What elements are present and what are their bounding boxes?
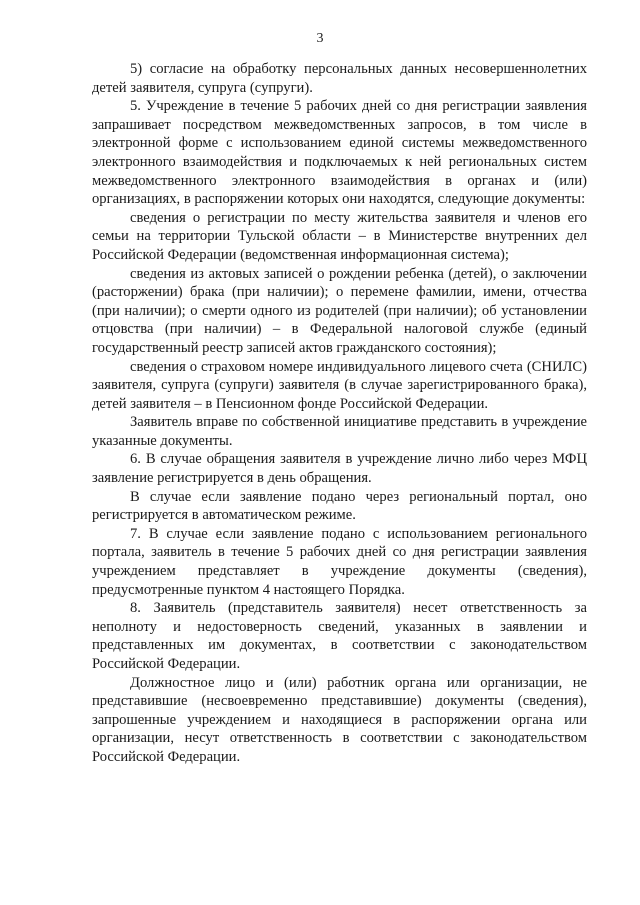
paragraph-official-responsibility: Должностное лицо и (или) работник органа или организации, не представившие (несвоевременно представившие) документы (сведения), запрошенные учреждением и находящиеся в распоряжении органа или организации, несут ответственность в соответствии с законодательством Российской Федерации. <box>92 674 587 765</box>
page-number: 3 <box>316 31 324 46</box>
paragraph-registration-info: сведения о регистрации по месту жительства заявителя и членов его семьи на территории Тульской области – в Министерстве внутренних дел Российской Федерации (ведомственная информационная система); <box>92 209 587 263</box>
paragraph-item-6-registration: 6. В случае обращения заявителя в учреждение лично либо через МФЦ заявление регистрируется в день обращения. <box>92 451 587 487</box>
paragraph-consent-personal-data: 5) согласие на обработку персональных данных несовершеннолетних детей заявителя, супруга (супруги). <box>92 61 587 96</box>
paragraph-civil-records-info: сведения из актовых записей о рождении ребенка (детей), о заключении (расторжении) брака (при наличии); о перемене фамилии, имени, отчества (при наличии); о смерти одного из родителей (при наличии); об установлении отцовства (при наличии) – в Федеральной налоговой службе (единый государственный реестр записей актов гражданского состояния); <box>92 265 587 356</box>
paragraph-portal-registration: В случае если заявление подано через региональный портал, оно регистрируется в автоматическом режиме. <box>92 488 587 524</box>
paragraph-own-initiative: Заявитель вправе по собственной инициативе представить в учреждение указанные документы. <box>92 414 587 449</box>
paragraph-item-5-interagency-requests: 5. Учреждение в течение 5 рабочих дней со дня регистрации заявления запрашивает посредством межведомственных запросов, в том числе в электронной форме с использованием единой системы межведомственного электронного взаимодействия и подключаемых к ней региональных систем межведомственного электронного взаимодействия в органах и (или) организациях, в распоряжении которых они находятся, следующие документы: <box>92 98 587 208</box>
document-body <box>92 60 587 767</box>
paragraph-item-7-portal-documents: 7. В случае если заявление подано с использованием регионального портала, заявитель в течение 5 рабочих дней со дня регистрации заявления учреждением представляет в учреждение документы (сведения), предусмотренные пунктом 4 настоящего Порядка. <box>92 525 587 598</box>
paragraph-item-8-responsibility: 8. Заявитель (представитель заявителя) несет ответственность за неполноту и недостоверность сведений, указанных в заявлении и представленных им документах, в соответствии с законодательством Российской Федерации. <box>92 600 587 672</box>
paragraph-snils-info: сведения о страховом номере индивидуального лицевого счета (СНИЛС) заявителя, супруга (супруги) заявителя (в случае зарегистрированного брака), детей заявителя – в Пенсионном фонде Российской Федерации. <box>92 358 587 412</box>
